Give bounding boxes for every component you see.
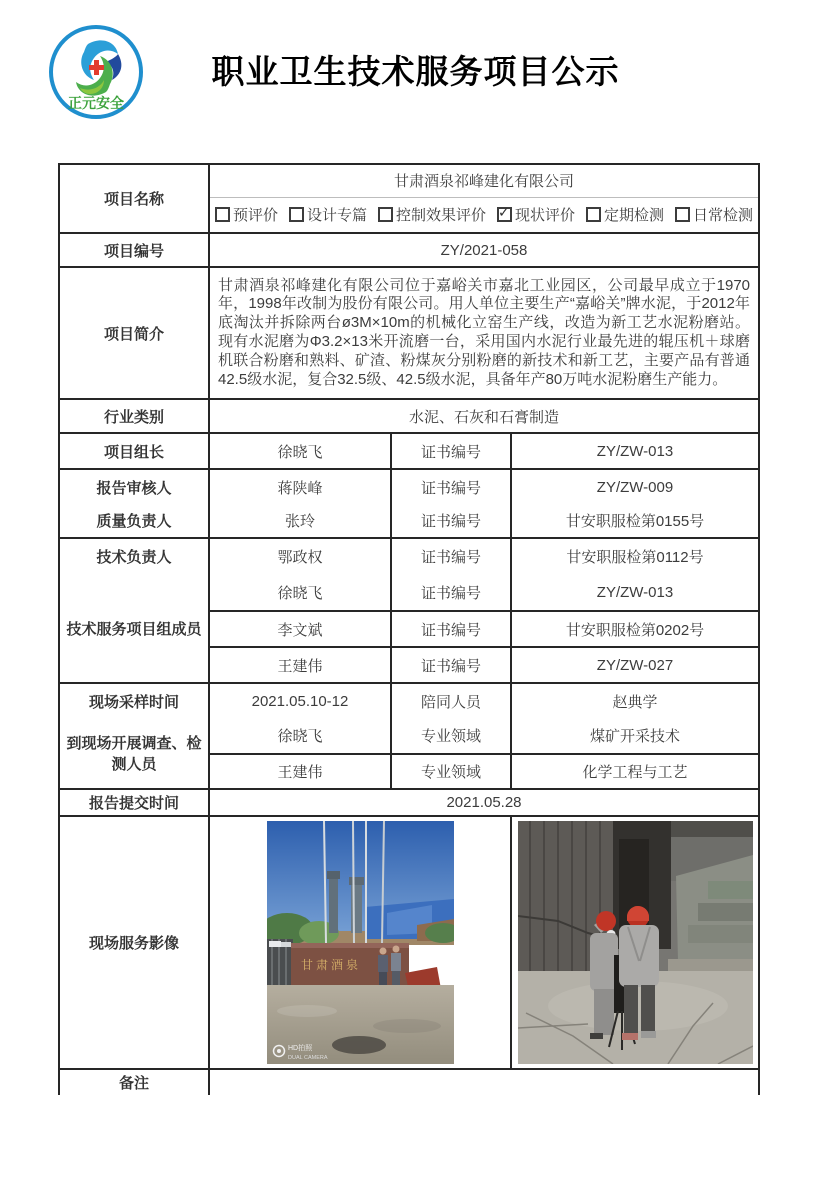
member-name: 王建伟 [209, 647, 391, 683]
member-name: 李文斌 [209, 611, 391, 647]
site-photo-outdoor [267, 821, 454, 1064]
tech-lead-cert-no: 甘安职服检第0112号 [511, 538, 759, 574]
leader-cert-no: ZY/ZW-013 [511, 433, 759, 469]
cert-no-label: 证书编号 [391, 611, 511, 647]
report-date-label: 报告提交时间 [59, 789, 209, 816]
table-row [59, 1069, 759, 1095]
team-label: 技术服务项目组成员 [59, 574, 209, 683]
table-row [59, 233, 759, 267]
evaluation-checkbox [586, 207, 601, 222]
evaluation-option [215, 204, 278, 225]
site-person-name: 徐晓飞 [209, 718, 391, 754]
evaluation-types-cell [209, 197, 759, 233]
evaluation-checkbox [675, 207, 690, 222]
companion-label: 陪同人员 [391, 683, 511, 718]
quality-cert-no: 甘安职服检第0155号 [511, 504, 759, 538]
project-no-value: ZY/2021-058 [209, 233, 759, 267]
evaluation-label: 设计专篇 [306, 207, 367, 225]
project-name-label: 项目名称 [59, 164, 209, 233]
member-cert-no: ZY/ZW-013 [511, 574, 759, 611]
site-personnel-label: 到现场开展调查、检测人员 [59, 718, 209, 789]
company-name: 甘肃酒泉祁峰建化有限公司 [209, 164, 759, 197]
table-row [59, 538, 759, 574]
site-person-specialty: 煤矿开采技术 [511, 718, 759, 754]
table-row [59, 469, 759, 504]
table-row [59, 504, 759, 538]
tech-lead-name: 鄂政权 [209, 538, 391, 574]
evaluation-checkbox [497, 207, 512, 222]
project-intro-text: 甘肃酒泉祁峰建化有限公司位于嘉峪关市嘉北工业园区，公司最早成立于1970年，1998年改制为股份有限公司。用人单位主要生产“嘉峪关”牌水泥，于2012年底淘汰并拆除两台ø3M×10m的机械化立窑生产线，改造为新工艺水泥粉磨站。现有水泥磨为Φ3.2×13米开流磨一台，采用国内水泥行业最先进的辊压机＋球磨机联合粉磨和熟料、矿渣、粉煤灰分别粉磨的新技术和新工艺，主要产品有普通42.5级水泥，复合32.5级、42.5级水泥，具备年产80万吨水泥粉磨生产能力。 [209, 267, 759, 399]
evaluation-checkbox [215, 207, 230, 222]
evaluation-label: 控制效果评价 [395, 207, 486, 225]
remark-label: 备注 [59, 1069, 209, 1095]
page-title: 职业卫生技术服务项目公示 [211, 53, 620, 90]
table-row [59, 433, 759, 469]
companion-name: 赵典学 [511, 683, 759, 718]
evaluation-label: 日常检测 [693, 207, 754, 225]
reviewer-label: 报告审核人 [59, 469, 209, 504]
table-row [59, 683, 759, 718]
evaluation-option [378, 204, 486, 225]
site-photo-left-cell [209, 816, 511, 1069]
member-cert-no: ZY/ZW-027 [511, 647, 759, 683]
project-no-label: 项目编号 [59, 233, 209, 267]
site-person-name: 王建伟 [209, 754, 391, 789]
specialty-label: 专业领域 [391, 718, 511, 754]
evaluation-checkbox [289, 207, 304, 222]
table-row [59, 816, 759, 1069]
logo-text: 正元安全 [68, 95, 124, 111]
evaluation-option [497, 204, 575, 225]
sampling-date: 2021.05.10-12 [209, 683, 391, 718]
evaluation-option [675, 204, 753, 225]
table-row [59, 164, 759, 197]
table-row [59, 399, 759, 433]
table-row [59, 574, 759, 611]
evaluation-option [289, 204, 367, 225]
quality-label: 质量负责人 [59, 504, 209, 538]
industry-label: 行业类别 [59, 399, 209, 433]
member-name: 徐晓飞 [209, 574, 391, 611]
specialty-label: 专业领域 [391, 754, 511, 789]
photos-label: 现场服务影像 [59, 816, 209, 1069]
leader-label: 项目组长 [59, 433, 209, 469]
cert-no-label: 证书编号 [391, 504, 511, 538]
site-photo-indoor [518, 821, 753, 1064]
table-row [59, 789, 759, 816]
reviewer-cert-no: ZY/ZW-009 [511, 469, 759, 504]
watermark-line2: DUAL CAMERA [287, 1055, 328, 1061]
table-row [59, 267, 759, 399]
industry-value: 水泥、石灰和石膏制造 [209, 399, 759, 433]
report-date-value: 2021.05.28 [209, 789, 759, 816]
sampling-label: 现场采样时间 [59, 683, 209, 718]
cert-no-label: 证书编号 [391, 469, 511, 504]
project-intro-label: 项目简介 [59, 267, 209, 399]
evaluation-checkbox [378, 207, 393, 222]
tech-lead-label: 技术负责人 [59, 538, 209, 574]
evaluation-label: 现状评价 [515, 207, 576, 225]
member-cert-no: 甘安职服检第0202号 [511, 611, 759, 647]
table-row [59, 718, 759, 754]
site-photo-right-cell [511, 816, 759, 1069]
reviewer-name: 蒋陕峰 [209, 469, 391, 504]
quality-name: 张玲 [209, 504, 391, 538]
leader-name: 徐晓飞 [209, 433, 391, 469]
cert-no-label: 证书编号 [391, 538, 511, 574]
gate-sign-text: 甘肃酒泉 [300, 958, 361, 972]
remark-value [209, 1069, 759, 1095]
evaluation-option [586, 204, 664, 225]
watermark-line1: HD拍照 [287, 1045, 312, 1052]
evaluation-label: 定期检测 [604, 207, 665, 225]
cert-no-label: 证书编号 [391, 574, 511, 611]
publicity-table [58, 163, 760, 1095]
cert-no-label: 证书编号 [391, 433, 511, 469]
site-person-specialty: 化学工程与工艺 [511, 754, 759, 789]
cert-no-label: 证书编号 [391, 647, 511, 683]
evaluation-label: 预评价 [232, 207, 278, 225]
